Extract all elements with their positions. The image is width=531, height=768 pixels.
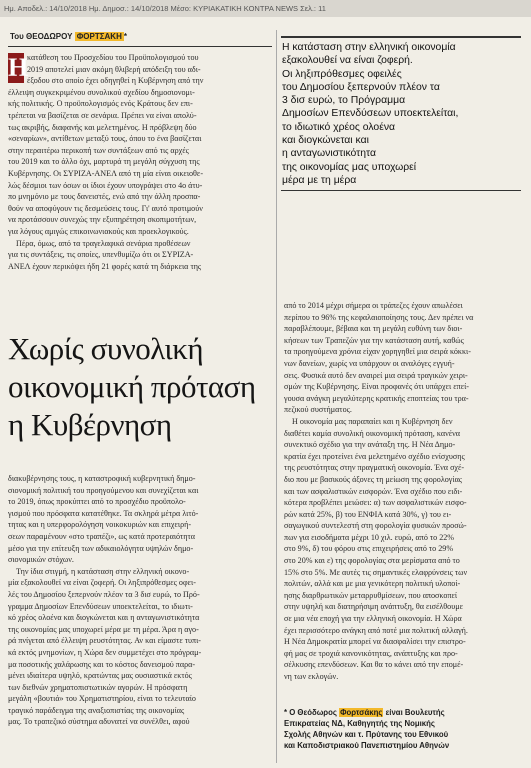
bio-line: Επικρατείας ΝΔ, Καθηγητής της Νομικής: [284, 719, 435, 728]
byline-prefix: Του ΘΕΟΔΩΡΟΥ: [10, 32, 73, 41]
text-line: 2019 αποτελεί μιαν ακόμη θλιβερή απόδειξη του αδι-: [27, 64, 201, 74]
text-line: τως ακριβής, διαφανής και μελετημένος. Η πρόβλεψη δύο: [8, 122, 197, 132]
clipping-meta-bar: [0, 0, 531, 17]
top-divider: [8, 46, 272, 47]
text-line: του 2019 και το άλλο όχι, μαρτυρά τη μεγάλη σύγχυση της: [8, 157, 200, 167]
pull-quote-line: το ιδιωτικό χρέος ολοένα: [282, 121, 396, 133]
bio-prefix: * Ο Θεόδωρος: [284, 708, 337, 717]
bio-line: [284, 707, 520, 718]
text-line: «σεναρίων», αντίθετων μεταξύ τους, όπου το ένα βασίζεται: [8, 134, 202, 144]
text-line: ΑΝΕΛ έχουν περικόψει ήδη 21 φορές κατά τη διάρκεια της: [8, 261, 202, 271]
pull-quote-line: Η κατάσταση στην ελληνική οικονομία: [282, 42, 456, 53]
text-line: στο 20% και ε) της φορολογίας στα μερίσματα από το: [284, 556, 460, 566]
text-line: τα προηγούμενα χρόνια είχαν χορηγηθεί μια σειρά κόκκι-: [284, 347, 471, 357]
text-line: και των ασφαλιστικών εισφορών. Ένα σχέδιο που ειδι-: [284, 486, 463, 496]
text-line: πολιτών, αλλά και με μια γενικότερη πολιτική υλοποί-: [284, 579, 461, 589]
text-line: των διεθνών χρηματοπιστωτικών αγορών. Η πρόσφατη: [8, 682, 188, 692]
text-line: πων για εισοδήματα μέχρι 10 χιλ. ευρώ, από το 22%: [284, 532, 455, 542]
text-line: στο 9%, δ) του φόρου στις επιχειρήσεις από το 29%: [284, 544, 454, 554]
dropcap: Η: [8, 53, 29, 82]
byline-author-highlight: ΦΟΡΤΣΑΚΗ: [76, 32, 122, 41]
text-line: Κυβέρνησης. Οι ΣΥΡΙΖΑ-ΑΝΕΛ από τη μία είναι οικειοθε-: [8, 168, 204, 178]
text-line: λές του Δημοσίου ξεπερνούν πλέον τα 3 δισ ευρώ, το Πρό-: [8, 589, 200, 599]
text-line: από το 2014 μέχρι σήμερα οι τράπεζες έχουν απωλέσει: [284, 301, 463, 310]
text-line: κατάθεση του Προσχεδίου του Προϋπολογισμού του: [27, 53, 199, 62]
text-line: μα ποσοτικής χαλάρωσης και το κόστος δανεισμού παρα-: [8, 659, 196, 669]
pull-quote-bottom-rule: [281, 190, 521, 191]
text-line: της οικονομίας μας υποχωρεί μέρα με τη μέρα. Άρα η αγο-: [8, 624, 199, 634]
text-line: μία εξακολουθεί να είναι ζοφερή. Οι ληξιπρόθεσμες οφει-: [8, 578, 196, 588]
bio-line: Σχολής Αθηνών και τ. Πρύτανης του Εθνικού: [284, 730, 449, 739]
text-line: τητας και η υπερφορολόγηση νοικοκυριών και επιχειρή-: [8, 520, 192, 530]
text-line: Η οικονομία μας παραπαίει και η Κυβέρνηση δεν: [292, 416, 453, 426]
byline-suffix: *: [123, 32, 127, 41]
text-line: σαγωγικού συντελεστή στη φορολογία φυσικών προσώ-: [284, 521, 467, 531]
text-line: κά εκτός μνημονίων, η Χώρα δεν συμμετέχει στο πρόγραμ-: [8, 647, 202, 657]
text-line: Πέρα, όμως, από τα τραγελαφικά σενάρια προθέσεων: [16, 238, 191, 248]
pull-quote-line: Οι ληξιπρόθεσμες οφειλές: [282, 68, 402, 80]
pull-quote-line: και διογκώνεται και: [282, 135, 369, 147]
text-line: μένει ιδιαίτερα υψηλό, κρατώντας μας ουσιαστικά εκτός: [8, 671, 192, 681]
text-line: ησης διαρθρωτικών μεταρρυθμίσεων, που αποσκοπεί: [284, 590, 458, 600]
text-line: γουσα ανάγκη μεγαλύτερης κρατικής εποπτείας του τρα-: [284, 393, 469, 403]
text-line: ρά πνίγεται από έλλειψη ρευστότητας. Αν και είμαστε τυπι-: [8, 636, 201, 646]
text-line: να προτάσσουν συνεχώς την εξυπηρέτηση σκοπιμοτήτων,: [8, 215, 197, 225]
text-line: φή μας σε τροχιά κανονικότητας, ανάπτυξης και προ-: [284, 648, 458, 658]
text-line: θούν να αποφύγουν τις δεσμεύσεις τους. Γι' αυτό προτιμούν: [8, 203, 203, 213]
text-line: κρατία έχει προτείνει ένα μελετημένο σχέδιο ενίσχυσης: [284, 451, 465, 461]
text-line: 15% στο 5%. Με αυτές τις σημαντικές ελαφρύνσεις των: [284, 567, 468, 577]
text-line: το 2019, όπως προκύπτει από το προσχέδιο προϋπολο-: [8, 497, 186, 507]
text-line: της ρευστότητας στην πραγματική οικονομία. Ένα σχέ-: [284, 463, 465, 473]
article-intro: [8, 52, 272, 300]
headline-line: η Κυβέρνηση: [8, 407, 172, 442]
headline-line: Χωρίς συνολική: [8, 331, 204, 366]
headline: [8, 330, 270, 444]
text-line: νων δανείων, χωρίς να υπάρχουν οι αναλόγες εγγυή-: [284, 358, 455, 368]
text-line: διακυβέρνησης τους, η καταστροφική κυβερνητική δημο-: [8, 474, 196, 483]
text-line: γραμμα Δημοσίων Επενδύσεων υποεκτελείται, το ιδιωτι-: [8, 601, 193, 611]
text-line: κής πολιτικής. Ο προϋπολογισμός ενός Κράτους δεν επι-: [8, 99, 193, 109]
text-line: έλλειψη συγκεκριμένου συνολικού σχεδίου δημοσιονομι-: [8, 87, 195, 97]
text-line: πο μνημόνιο με τους δανειστές, ενώ από την άλλη προσπα-: [8, 192, 201, 202]
pull-quote-line: του Δημοσίου ξεπερνούν πλέον τα: [282, 81, 440, 93]
text-line: κό χρέος ολοένα και διογκώνεται και η ανταγωνιστικότητα: [8, 613, 200, 623]
bio-line: και Καποδιστριακού Πανεπιστημίου Αθηνών: [284, 741, 450, 750]
text-line: λώς δέσμιοι των όσων οι ίδιοι έχουν υπογράψει στο 4ο άτυ-: [8, 180, 203, 190]
text-line: νη των εκλογών.: [284, 672, 339, 681]
text-line: σεις. Φυσικά αυτό δεν αναιρεί μια σειρά τραγικών χειρι-: [284, 370, 468, 380]
column-divider: [276, 30, 277, 763]
text-line: σεων παραμένουν «στο τραπέζι», ως κατά προτεραιότητα: [8, 531, 196, 541]
text-line: διαθέτει καμία συνολική οικονομική πρόταση, κανένα: [284, 428, 461, 438]
text-line: συνεκτικό σχέδιο για την ανάταξη της. Η Νέα Δημο-: [284, 440, 456, 450]
text-line: πεζικού συστήματος.: [284, 405, 352, 415]
text-line: διο που με βασικούς άξονες τη μείωση της φορολογίας: [284, 474, 463, 484]
pull-quote-line: της οικονομίας μας υποχωρεί: [282, 161, 417, 173]
text-line: για τις συντάξεις, τις οποίες, υπενθυμίζω ότι οι ΣΥΡΙΖΑ-: [8, 250, 194, 260]
article-right-column: [284, 300, 522, 700]
text-line: για λόγους αμιγώς επικοινωνιακούς και προεκλογικούς.: [8, 226, 189, 236]
text-line: σέλκυσης επενδύσεων. Και θα το κάνει από την επομέ-: [284, 660, 464, 670]
text-line: παραβλέπουμε, βέβαια και τη μεγάλη ευθύνη των διοι-: [284, 324, 463, 334]
article-left-bottom: [8, 473, 272, 763]
text-line: κότερα προβλέπει μειώσει: α) των ασφαλιστικών εισφο-: [284, 498, 467, 508]
text-line: τρέπεται να βασίζεται σε σενάρια. Πρέπει να είναι απολύ-: [8, 110, 197, 120]
text-line: σε μια νέα εποχή για την ελληνική οικονομία. Η Χώρα: [284, 614, 462, 624]
text-line: κήσεων των Τραπεζών για την κατάσταση αυτή, καθώς: [284, 335, 464, 345]
text-line: περίπου το 96% της κεφαλαιοποίησης τους. Δεν πρέπει να: [284, 312, 474, 322]
text-line: σμών της Κυβέρνησης. Είναι προφανές ότι υπάρχει επεί-: [284, 382, 469, 392]
text-line: Την ίδια στιγμή, η κατάσταση στην ελληνική οικονο-: [16, 566, 190, 576]
text-line: στην υψηλή και διατηρήσιμη ανάπτυξη, θα εισέλθουμε: [284, 602, 463, 612]
bio-rest: είναι Βουλευτής: [385, 708, 445, 717]
text-line: ρών κατά 25%, β) του ΕΝΦΙΑ κατά 30%, γ) του ει-: [284, 509, 452, 519]
pull-quote-line: εξακολουθεί να είναι ζοφερή.: [282, 55, 413, 67]
text-line: σιονομικών στόχων.: [8, 555, 74, 565]
pull-quote-line: η ανταγωνιστικότητα: [282, 148, 377, 160]
text-line: μεγάλη «βουτιά» του Χρηματιστηρίου, είναι το τελευταίο: [8, 694, 196, 704]
byline: [10, 32, 127, 41]
pull-quote-line: μέρα με τη μέρα: [282, 174, 357, 186]
author-bio: [284, 707, 520, 751]
text-line: γισμού που πρόσφατα κατατέθηκε. Τα σκληρά μέτρα λιτό-: [8, 508, 199, 518]
text-line: έχει περισσότερο ανάγκη από ποτέ μια πολιτική αλλαγή.: [284, 625, 468, 635]
text-line: στην περαιτέρω περικοπή των συντάξεων από τις αρχές: [8, 145, 189, 155]
text-line: μας. Το τραπεζικό σύστημα αδυνατεί να συνέλθει, αφού: [8, 717, 190, 727]
text-line: σιονομική πολιτική του προηγούμενου και συνεχίζεται και: [8, 485, 199, 495]
pull-quote: [282, 41, 517, 187]
text-line: έξοδου στο οποίο έχει οδηγηθεί η Κυβέρνηση από την: [27, 76, 204, 86]
text-line: τραγικό παράδειγμα της αναξιοπιστίας της οικονομίας: [8, 705, 185, 715]
pull-quote-line: Δημοσίων Επενδύσεων υποεκτελείται,: [282, 108, 459, 120]
pull-quote-top-rule: [281, 36, 521, 38]
headline-line: οικονομική πρόταση: [8, 369, 256, 404]
clipping-meta-text: Ημ. Αποδελ.: 14/10/2018 Ημ. Δημοσ.: 14/10/2018 Μέσο: ΚΥΡΙΑΚΑΤΙΚΗ ΚΟΝΤΡΑ NEWS Σελ.: 11: [4, 4, 326, 13]
text-line: μέσο για την επίτευξη των αδικαιολόγητα υψηλών δημο-: [8, 543, 194, 553]
text-line: Η Νέα Δημοκρατία μπορεί να διασφαλίσει την επιστρο-: [284, 637, 466, 647]
bio-name-highlight: Φορτσάκης: [340, 708, 383, 717]
pull-quote-line: 3 δισ ευρώ, το Πρόγραμμα: [282, 95, 406, 107]
